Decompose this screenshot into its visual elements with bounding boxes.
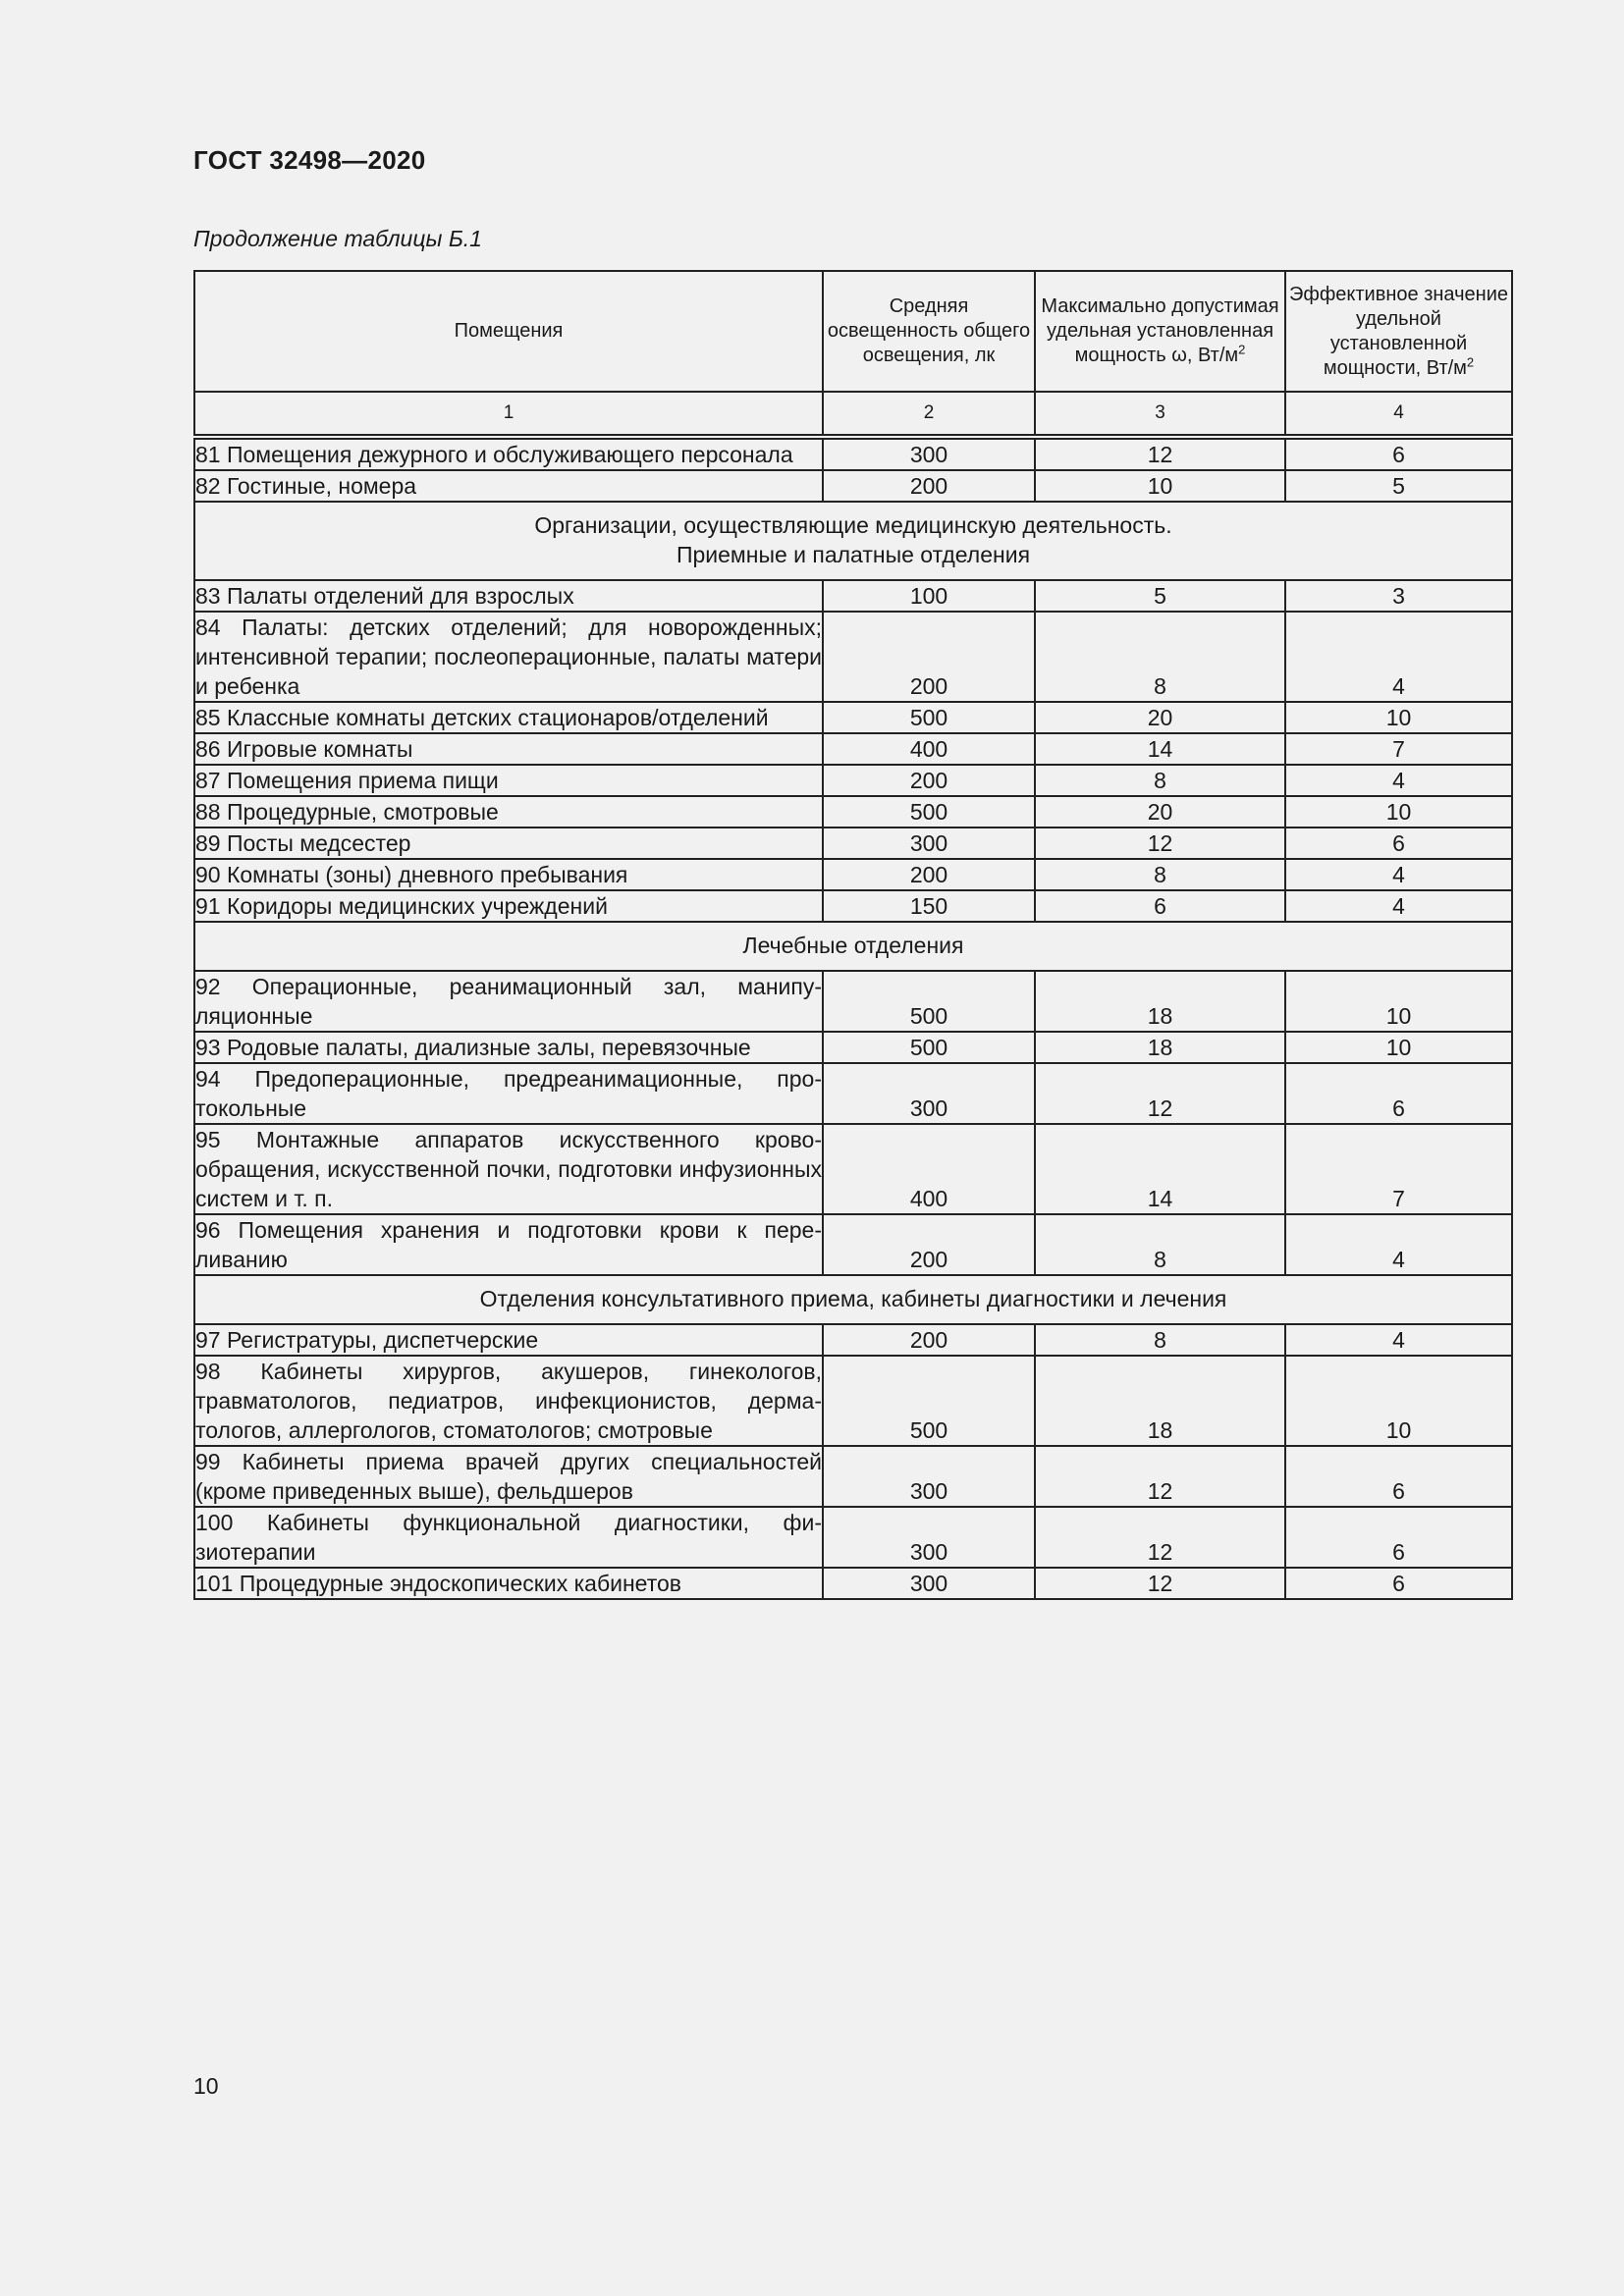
- effective-power-cell: 4: [1285, 612, 1512, 702]
- illuminance-cell: 500: [823, 971, 1035, 1032]
- max-power-cell: 18: [1035, 971, 1285, 1032]
- room-name-cell: 93 Родовые палаты, диализные залы, перевязочные: [194, 1032, 823, 1063]
- section-heading-line: Приемные и палатные отделения: [676, 542, 1031, 567]
- room-name-cell: 90 Комнаты (зоны) дневного пребывания: [194, 859, 823, 890]
- max-power-cell: 20: [1035, 702, 1285, 733]
- room-name-cell: 83 Палаты отделений для взрослых: [194, 580, 823, 612]
- room-name-cell: 99 Кабинеты приема врачей других специальностей (кроме приведенных выше), фельдшеров: [194, 1446, 823, 1507]
- illuminance-cell: 300: [823, 437, 1035, 470]
- table-row: [194, 733, 1512, 765]
- effective-power-cell: 3: [1285, 580, 1512, 612]
- table-row: [194, 1214, 1512, 1275]
- column-number-row: [194, 392, 1512, 437]
- section-heading-line: Лечебные отделения: [742, 933, 964, 958]
- illuminance-cell: 500: [823, 1356, 1035, 1446]
- table-caption: Продолжение таблицы Б.1: [193, 226, 482, 251]
- effective-power-cell: 10: [1285, 796, 1512, 828]
- column-number: 4: [1285, 392, 1512, 437]
- table-row: [194, 796, 1512, 828]
- room-name-cell: 94 Предоперационные, предреанимационные, протокольные: [194, 1063, 823, 1124]
- illuminance-cell: 200: [823, 859, 1035, 890]
- room-name-cell: 88 Процедурные, смотровые: [194, 796, 823, 828]
- effective-power-cell: 6: [1285, 1063, 1512, 1124]
- illuminance-cell: 200: [823, 765, 1035, 796]
- room-name-cell: 85 Классные комнаты детских стационаров/отделений: [194, 702, 823, 733]
- section-header-row: [194, 502, 1512, 580]
- effective-power-cell: 4: [1285, 890, 1512, 922]
- illuminance-cell: 500: [823, 702, 1035, 733]
- max-power-cell: 5: [1035, 580, 1285, 612]
- header-rooms: Помещения: [194, 271, 823, 392]
- max-power-cell: 8: [1035, 1214, 1285, 1275]
- illuminance-cell: 300: [823, 1446, 1035, 1507]
- room-name-cell: 86 Игровые комнаты: [194, 733, 823, 765]
- max-power-cell: 8: [1035, 1324, 1285, 1356]
- table-header-row: [194, 271, 1512, 392]
- section-heading: [194, 502, 1512, 580]
- section-header-row: [194, 922, 1512, 971]
- document-title: ГОСТ 32498—2020: [193, 145, 426, 175]
- illuminance-cell: 100: [823, 580, 1035, 612]
- room-name-cell: 98 Кабинеты хирургов, акушеров, гинекологов, травматологов, педиатров, инфекционистов, дерматологов, аллергологов, стоматологов; смотровые: [194, 1356, 823, 1446]
- table-row: [194, 971, 1512, 1032]
- illuminance-cell: 300: [823, 1568, 1035, 1599]
- header-max-power: [1035, 271, 1285, 392]
- header-avg-illuminance-text: Средняя освещенность общего освещения, лк: [827, 295, 1031, 366]
- table-row: [194, 1568, 1512, 1599]
- room-name-cell: 92 Операционные, реанимационный зал, манипуляционные: [194, 971, 823, 1032]
- table-row: [194, 470, 1512, 502]
- max-power-cell: 10: [1035, 470, 1285, 502]
- section-heading-line: Организации, осуществляющие медицинскую деятельность.: [534, 512, 1172, 538]
- illuminance-cell: 200: [823, 1214, 1035, 1275]
- effective-power-cell: 6: [1285, 1507, 1512, 1568]
- room-name-cell: 91 Коридоры медицинских учреждений: [194, 890, 823, 922]
- effective-power-cell: 10: [1285, 971, 1512, 1032]
- effective-power-cell: 6: [1285, 437, 1512, 470]
- effective-power-cell: 4: [1285, 1214, 1512, 1275]
- effective-power-cell: 7: [1285, 733, 1512, 765]
- table-row: [194, 828, 1512, 859]
- max-power-cell: 8: [1035, 859, 1285, 890]
- header-max-power-text: Максимально допустимая удельная установленная мощность ω, Вт/м: [1041, 295, 1279, 366]
- room-name-cell: 101 Процедурные эндоскопических кабинетов: [194, 1568, 823, 1599]
- max-power-cell: 14: [1035, 1124, 1285, 1214]
- illuminance-cell: 200: [823, 1324, 1035, 1356]
- max-power-cell: 12: [1035, 1507, 1285, 1568]
- room-name-cell: 84 Палаты: детских отделений; для новорожденных; интенсивной терапии; послеоперационные, палаты матери и ребенка: [194, 612, 823, 702]
- effective-power-cell: 6: [1285, 1446, 1512, 1507]
- page-number: 10: [193, 2073, 219, 2099]
- effective-power-cell: 7: [1285, 1124, 1512, 1214]
- table-row: [194, 1124, 1512, 1214]
- max-power-cell: 12: [1035, 1568, 1285, 1599]
- illuminance-cell: 500: [823, 796, 1035, 828]
- table-row: [194, 1507, 1512, 1568]
- max-power-cell: 12: [1035, 1063, 1285, 1124]
- table-row: [194, 1356, 1512, 1446]
- table-row: [194, 890, 1512, 922]
- table-body: [194, 437, 1512, 1599]
- max-power-cell: 18: [1035, 1356, 1285, 1446]
- table-row: [194, 612, 1512, 702]
- effective-power-cell: 6: [1285, 1568, 1512, 1599]
- effective-power-cell: 6: [1285, 828, 1512, 859]
- max-power-cell: 6: [1035, 890, 1285, 922]
- header-effective-power-text: Эффективное значение удельной установленной мощности, Вт/м: [1289, 283, 1508, 379]
- illuminance-cell: 400: [823, 1124, 1035, 1214]
- room-name-cell: 95 Монтажные аппаратов искусственного кровообращения, искусственной почки, подготовки инфузионных систем и т. п.: [194, 1124, 823, 1214]
- room-name-cell: 82 Гостиные, номера: [194, 470, 823, 502]
- table-row: [194, 1446, 1512, 1507]
- max-power-cell: 12: [1035, 437, 1285, 470]
- illuminance-cell: 200: [823, 470, 1035, 502]
- table-row: [194, 702, 1512, 733]
- section-heading: [194, 1275, 1512, 1324]
- illuminance-cell: 400: [823, 733, 1035, 765]
- table-row: [194, 580, 1512, 612]
- max-power-cell: 20: [1035, 796, 1285, 828]
- illuminance-cell: 300: [823, 828, 1035, 859]
- header-effective-power: [1285, 271, 1512, 392]
- effective-power-cell: 10: [1285, 1032, 1512, 1063]
- column-number: 1: [194, 392, 823, 437]
- effective-power-cell: 10: [1285, 702, 1512, 733]
- effective-power-cell: 4: [1285, 1324, 1512, 1356]
- room-name-cell: 87 Помещения приема пищи: [194, 765, 823, 796]
- section-heading-line: Отделения консультативного приема, кабинеты диагностики и лечения: [479, 1286, 1227, 1311]
- illuminance-cell: 200: [823, 612, 1035, 702]
- lighting-norms-table: [193, 270, 1513, 1600]
- room-name-cell: 96 Помещения хранения и подготовки крови к переливанию: [194, 1214, 823, 1275]
- effective-power-cell: 10: [1285, 1356, 1512, 1446]
- max-power-cell: 8: [1035, 765, 1285, 796]
- header-max-power-sup: 2: [1238, 342, 1246, 357]
- illuminance-cell: 150: [823, 890, 1035, 922]
- section-heading: [194, 922, 1512, 971]
- table-row: [194, 765, 1512, 796]
- effective-power-cell: 5: [1285, 470, 1512, 502]
- section-header-row: [194, 1275, 1512, 1324]
- max-power-cell: 12: [1035, 1446, 1285, 1507]
- room-name-cell: 81 Помещения дежурного и обслуживающего персонала: [194, 437, 823, 470]
- column-number: 2: [823, 392, 1035, 437]
- table-row: [194, 1063, 1512, 1124]
- table-row: [194, 1324, 1512, 1356]
- header-effective-power-sup: 2: [1466, 353, 1475, 369]
- max-power-cell: 14: [1035, 733, 1285, 765]
- column-number: 3: [1035, 392, 1285, 437]
- illuminance-cell: 500: [823, 1032, 1035, 1063]
- max-power-cell: 12: [1035, 828, 1285, 859]
- header-avg-illuminance: [823, 271, 1035, 392]
- table-row: [194, 1032, 1512, 1063]
- illuminance-cell: 300: [823, 1063, 1035, 1124]
- effective-power-cell: 4: [1285, 859, 1512, 890]
- table-row: [194, 437, 1512, 470]
- max-power-cell: 8: [1035, 612, 1285, 702]
- room-name-cell: 97 Регистратуры, диспетчерские: [194, 1324, 823, 1356]
- table-row: [194, 859, 1512, 890]
- max-power-cell: 18: [1035, 1032, 1285, 1063]
- illuminance-cell: 300: [823, 1507, 1035, 1568]
- effective-power-cell: 4: [1285, 765, 1512, 796]
- room-name-cell: 100 Кабинеты функциональной диагностики, физиотерапии: [194, 1507, 823, 1568]
- room-name-cell: 89 Посты медсестер: [194, 828, 823, 859]
